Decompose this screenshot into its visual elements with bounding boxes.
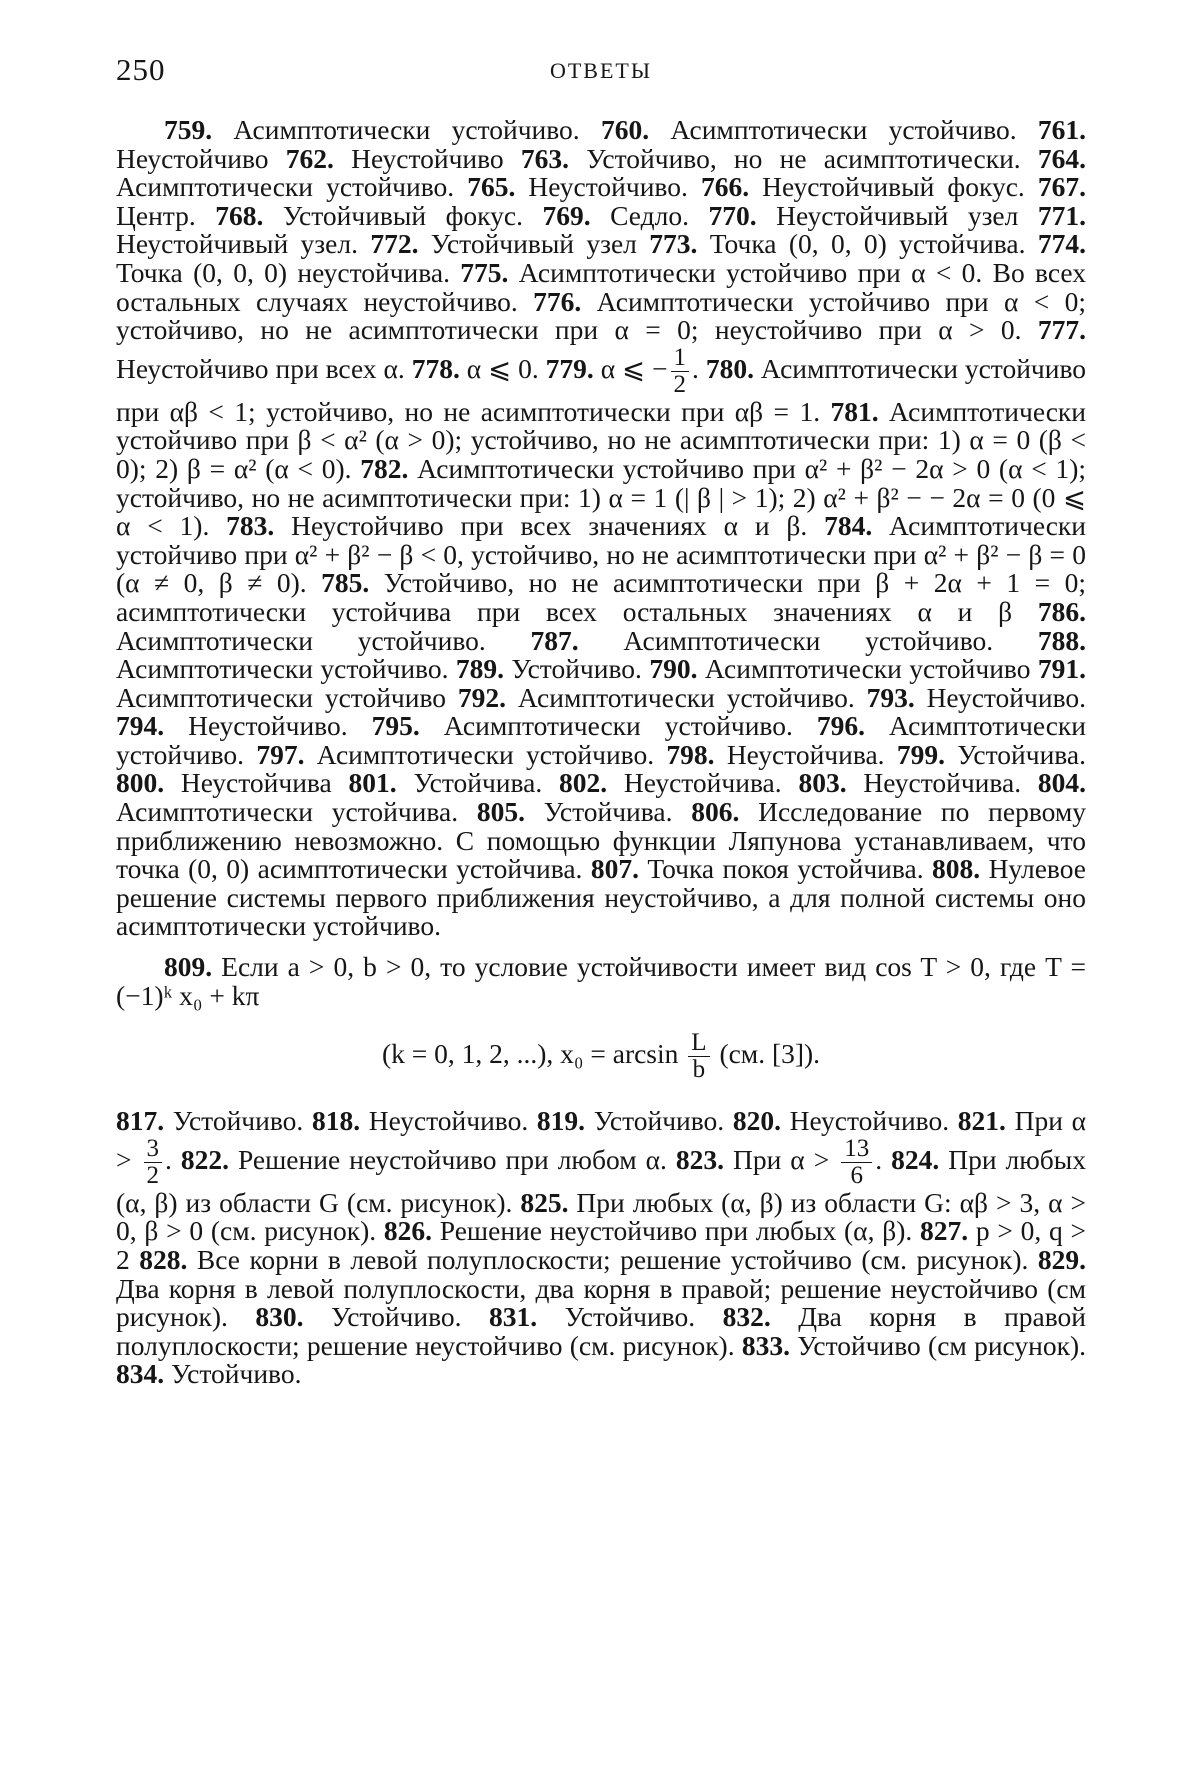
answer-text: Неустойчиво.: [360, 1105, 537, 1136]
answer-text: p > 0, q > 2: [116, 1215, 1086, 1275]
answer-text: Устойчива.: [525, 796, 691, 827]
answer-text: Нулевое решение системы первого приближения неустойчиво, а для полной системы оно асимптотически устойчиво.: [116, 853, 1086, 941]
answer-number: 832.: [723, 1301, 771, 1332]
answer-number: 769.: [543, 200, 591, 231]
answer-number: 797.: [256, 739, 304, 770]
answer-number: 793.: [867, 682, 915, 713]
answer-number: 774.: [1038, 228, 1086, 259]
answer-number: 809.: [164, 951, 212, 982]
answer-number: 803.: [798, 767, 846, 798]
answer-text: Устойчиво.: [304, 1301, 489, 1332]
fraction-denominator: 2: [671, 372, 690, 398]
answer-text: Асимптотически устойчиво при α < 0. Во всех остальных случаях неустойчиво.: [116, 257, 1086, 317]
answer-number: 767.: [1038, 171, 1086, 202]
answer-text: Устойчивый узел: [418, 228, 649, 259]
answer-paragraph-809: [116, 953, 1086, 1010]
answer-number: 782.: [360, 453, 408, 484]
answer-number: 823.: [676, 1144, 724, 1175]
answer-number: 821.: [958, 1105, 1006, 1136]
fraction-numerator: 1: [671, 345, 690, 372]
answer-text: Решение неустойчиво при любом α.: [229, 1144, 676, 1175]
answer-text: Неустойчиво: [116, 143, 286, 174]
display-equation-809: [116, 1030, 1086, 1083]
answer-number: 822.: [181, 1144, 229, 1175]
answer-text: α ⩽ −: [594, 353, 668, 384]
answer-text: Устойчиво.: [537, 1301, 722, 1332]
answer-number: 764.: [1038, 143, 1086, 174]
answer-text: Устойчива.: [397, 767, 559, 798]
answer-number: 759.: [164, 114, 212, 145]
answer-text: Асимптотически устойчиво при α² + β² − β < 0, устойчиво, но не асимптотически при α² + β² − β = 0 (α ≠ 0, β ≠ 0).: [116, 510, 1086, 598]
answer-number: 828.: [139, 1244, 187, 1275]
answer-text: Неустойчиво.: [915, 682, 1086, 713]
answers-paragraph-759-808: [116, 116, 1086, 941]
answer-text: Устойчиво.: [504, 653, 649, 684]
answer-text: Точка (0, 0, 0) устойчива.: [697, 228, 1038, 259]
equation-text: (см. [3]).: [713, 1038, 821, 1069]
answer-text: Неустойчиво.: [515, 171, 701, 202]
answer-text: Асимптотически устойчиво.: [579, 625, 1038, 656]
answer-number: 806.: [691, 796, 739, 827]
answer-number: 807.: [591, 853, 639, 884]
answer-number: 768.: [215, 200, 263, 231]
answer-number: 820.: [733, 1105, 781, 1136]
page-header: [116, 52, 1086, 92]
fraction: [671, 345, 690, 398]
fraction: [841, 1136, 872, 1189]
answer-text: Асимптотически устойчиво.: [116, 653, 456, 684]
answer-number: 778.: [412, 353, 460, 384]
answer-text: Точка покоя устойчива.: [639, 853, 932, 884]
answer-number: 796.: [817, 710, 865, 741]
answer-number: 817.: [116, 1105, 164, 1136]
answer-number: 772.: [370, 228, 418, 259]
answer-text: При любых (α, β) из области G (см. рисунок).: [116, 1144, 1086, 1218]
answer-number: 808.: [932, 853, 980, 884]
answer-text: Неустойчива.: [607, 767, 798, 798]
answer-text: Два корня в левой полуплоскости, два корня в правой; решение неустойчиво (см рисунок).: [116, 1273, 1086, 1333]
answer-number: 827.: [920, 1215, 968, 1246]
answer-text: Асимптотически устойчиво при α < 0; устойчиво, но не асимптотически при α = 0; неустойчиво при α > 0.: [116, 286, 1086, 346]
answer-text: Устойчиво, но не асимптотически при β + 2α + 1 = 0; асимптотически устойчива при всех остальных значениях α и β: [116, 567, 1086, 627]
answer-text: Устойчиво.: [164, 1358, 301, 1389]
answer-text: Неустойчива: [164, 767, 348, 798]
answer-number: 790.: [649, 653, 697, 684]
answer-text: Неустойчива.: [847, 767, 1038, 798]
answer-text: При любых (α, β) из области G: αβ > 3, α > 0, β > 0 (см. рисунок).: [116, 1187, 1086, 1247]
answer-number: 787.: [531, 625, 579, 656]
answer-number: 783.: [226, 510, 274, 541]
answer-text: α ⩽ 0.: [460, 353, 546, 384]
fraction-numerator: L: [688, 1030, 709, 1057]
fraction-numerator: 3: [144, 1136, 163, 1163]
answer-text: Асимптотически устойчиво.: [506, 682, 867, 713]
answer-text: Асимптотически устойчиво при αβ < 1; устойчиво, но не асимптотически при αβ = 1.: [116, 353, 1086, 427]
answer-text: Два корня в правой полуплоскости; решение неустойчиво (см. рисунок).: [116, 1301, 1086, 1361]
answer-number: 798.: [666, 739, 714, 770]
answer-text: .: [692, 353, 706, 384]
answer-number: 826.: [384, 1215, 432, 1246]
answer-number: 791.: [1038, 653, 1086, 684]
answer-text: Асимптотически устойчиво.: [116, 710, 1086, 770]
answer-text: Точка (0, 0, 0) неустойчива.: [116, 257, 460, 288]
answer-text: Все корни в левой полуплоскости; решение устойчиво (см. рисунок).: [187, 1244, 1038, 1275]
answer-text: Решение неустойчиво при любых (α, β).: [432, 1215, 920, 1246]
answer-text: .: [165, 1144, 181, 1175]
fraction-denominator: 2: [144, 1163, 163, 1189]
answer-number: 789.: [456, 653, 504, 684]
answer-number: 825.: [520, 1187, 568, 1218]
answer-number: 786.: [1038, 596, 1086, 627]
answer-text: Неустойчивый узел.: [116, 228, 370, 259]
running-title: ОТВЕТЫ: [116, 58, 1086, 84]
answer-number: 780.: [706, 353, 754, 384]
answer-text: Исследование по первому приближению невозможно. С помощью функции Ляпунова устанавливаем, что точка (0, 0) асимптотически устойчива.: [116, 796, 1086, 884]
answer-text: Асимптотически устойчиво: [697, 653, 1037, 684]
answer-text: Устойчива.: [945, 739, 1086, 770]
answer-text: При α >: [116, 1105, 1086, 1174]
answer-text: Асимптотически устойчиво: [116, 682, 458, 713]
fraction-numerator: 13: [841, 1136, 872, 1163]
answer-text: Устойчиво.: [585, 1105, 733, 1136]
answer-text: Асимптотически устойчиво.: [116, 625, 531, 656]
answer-number: 792.: [458, 682, 506, 713]
answer-text: При α >: [724, 1144, 838, 1175]
answer-number: 802.: [559, 767, 607, 798]
answer-text: Если a > 0, b > 0, то условие устойчивости имеет вид cos T > 0, где T = (−1)ᵏ x₀ + kπ: [116, 951, 1086, 1011]
answer-number: 800.: [116, 767, 164, 798]
page-number: 250: [116, 52, 166, 88]
answer-number: 773.: [649, 228, 697, 259]
answer-number: 776.: [533, 286, 581, 317]
answer-number: 804.: [1038, 767, 1086, 798]
answer-text: Седло.: [591, 200, 709, 231]
answer-text: Неустойчиво при всех α.: [116, 353, 412, 384]
answers-paragraph-817-834: [116, 1107, 1086, 1389]
answer-text: Асимптотически устойчиво.: [420, 710, 817, 741]
answer-text: Неустойчиво при всех значениях α и β.: [274, 510, 824, 541]
answer-number: 831.: [489, 1301, 537, 1332]
answer-text: Неустойчиво: [334, 143, 521, 174]
equation-text: (k = 0, 1, 2, ...), x₀ = arcsin: [382, 1038, 685, 1069]
answer-number: 795.: [372, 710, 420, 741]
answer-text: Центр.: [116, 200, 215, 231]
answer-number: 766.: [701, 171, 749, 202]
answer-number: 794.: [116, 710, 164, 741]
answer-text: .: [875, 1144, 891, 1175]
answer-text: Устойчивый фокус.: [263, 200, 542, 231]
answer-text: Устойчиво.: [164, 1105, 312, 1136]
answer-number: 818.: [312, 1105, 360, 1136]
answer-number: 788.: [1038, 625, 1086, 656]
answer-number: 761.: [1038, 114, 1086, 145]
answer-text: Асимптотически устойчива.: [116, 796, 477, 827]
answer-text: Асимптотически устойчиво при β < α² (α > 0); устойчиво, но не асимптотически при: 1) α = 0 (β < 0); 2) β = α² (α < 0).: [116, 396, 1086, 484]
fraction-denominator: 6: [841, 1163, 872, 1189]
answer-text: Асимптотически устойчиво.: [649, 114, 1038, 145]
answers-body: [116, 116, 1086, 1389]
answer-text: Неустойчивый узел: [757, 200, 1038, 231]
fraction: [688, 1030, 709, 1083]
answer-text: Неустойчиво.: [781, 1105, 958, 1136]
answer-number: 771.: [1038, 200, 1086, 231]
answer-number: 775.: [460, 257, 508, 288]
answer-number: 784.: [824, 510, 872, 541]
answer-number: 763.: [521, 143, 569, 174]
answer-number: 765.: [467, 171, 515, 202]
answer-text: Неустойчива.: [715, 739, 897, 770]
answer-text: Асимптотически устойчиво.: [212, 114, 601, 145]
answer-number: 805.: [477, 796, 525, 827]
answer-number: 834.: [116, 1358, 164, 1389]
book-page: [0, 0, 1200, 1783]
answer-number: 770.: [709, 200, 757, 231]
answer-number: 762.: [286, 143, 334, 174]
answer-number: 781.: [830, 396, 878, 427]
fraction: [144, 1136, 163, 1189]
answer-text: Неустойчиво.: [164, 710, 371, 741]
answer-number: 799.: [897, 739, 945, 770]
answer-number: 829.: [1038, 1244, 1086, 1275]
answer-number: 785.: [321, 567, 369, 598]
answer-number: 833.: [742, 1330, 790, 1361]
answer-text: Неустойчивый фокус.: [749, 171, 1038, 202]
answer-text: Устойчиво (см рисунок).: [790, 1330, 1086, 1361]
answer-number: 760.: [601, 114, 649, 145]
answer-text: Устойчиво, но не асимптотически.: [569, 143, 1038, 174]
answer-text: Асимптотически устойчиво при α² + β² − 2α > 0 (α < 1); устойчиво, но не асимптотически при: 1) α = 1 (| β | > 1); 2) α² + β² − − 2α = 0 (0 ⩽ α < 1).: [116, 453, 1086, 541]
answer-number: 779.: [546, 353, 594, 384]
answer-number: 824.: [891, 1144, 939, 1175]
answer-number: 830.: [255, 1301, 303, 1332]
answer-number: 819.: [537, 1105, 585, 1136]
answer-number: 777.: [1038, 314, 1086, 345]
fraction-denominator: b: [688, 1057, 709, 1083]
answer-text: Асимптотически устойчиво.: [304, 739, 666, 770]
answer-number: 801.: [349, 767, 397, 798]
answer-text: Асимптотически устойчиво.: [116, 171, 467, 202]
